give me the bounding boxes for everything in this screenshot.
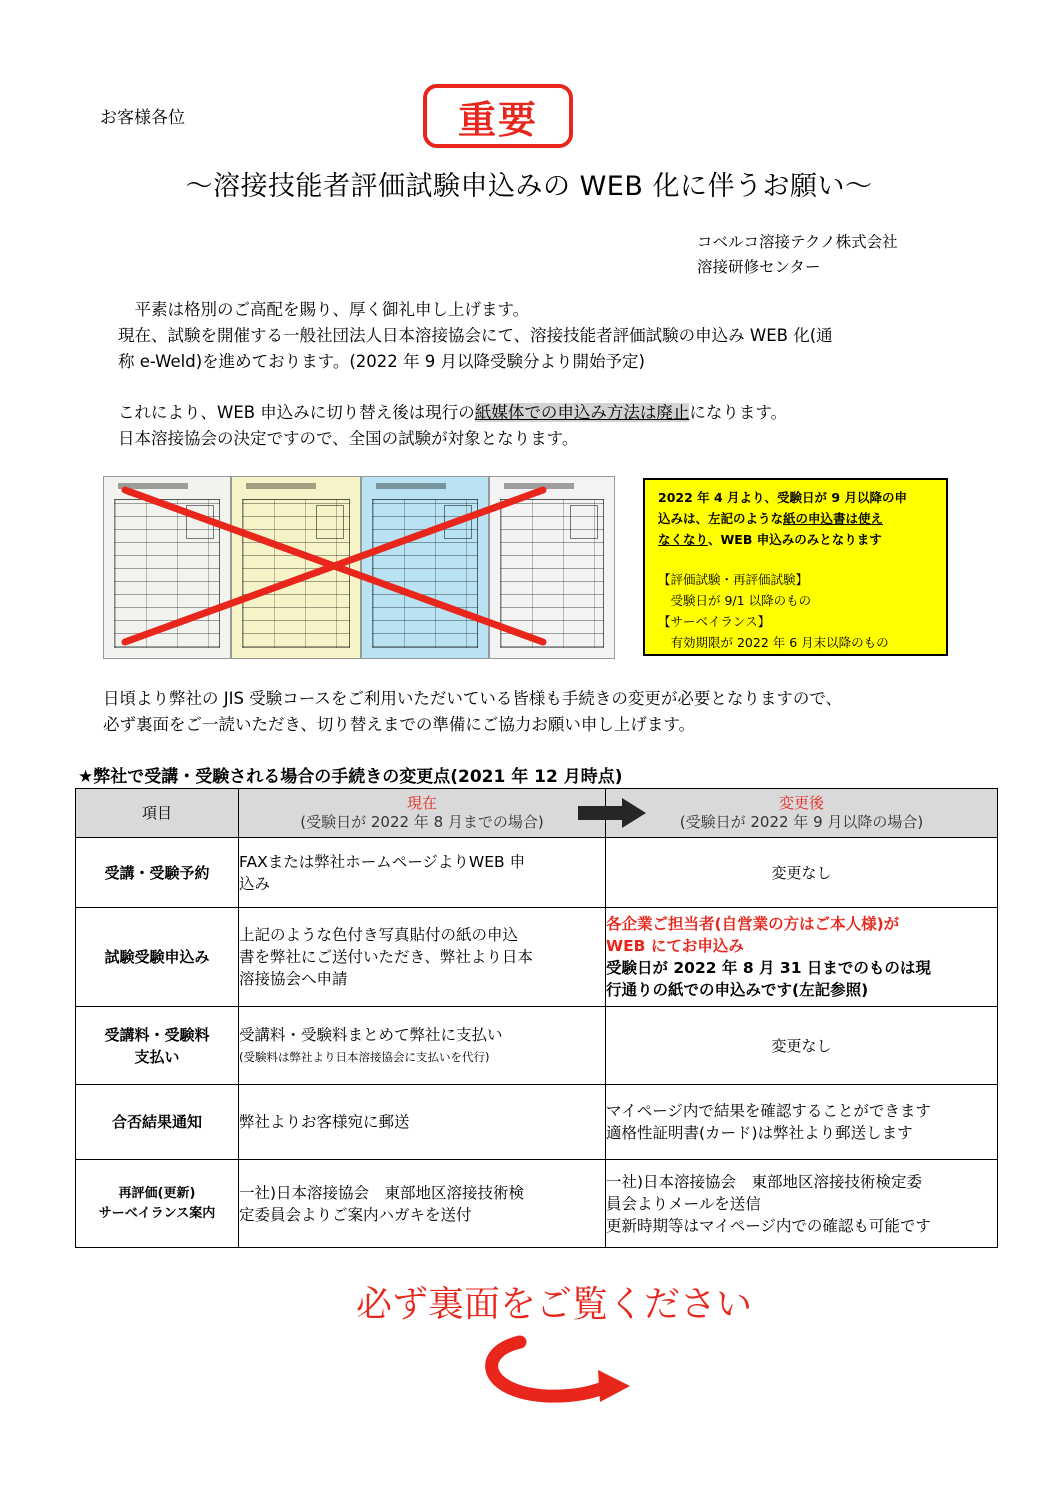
notice-category-2: 【サーベイランス】: [658, 614, 771, 629]
row-after: 変更なし: [606, 838, 998, 908]
table-row: [76, 1085, 998, 1160]
row-after: 変更なし: [606, 1007, 998, 1085]
row-current: FAXまたは弊社ホームページよりWEB 申 込み: [239, 838, 606, 908]
table-row: [76, 908, 998, 1007]
changes-table: [75, 788, 998, 1248]
row-current: 弊社よりお客様宛に郵送: [239, 1085, 606, 1160]
row-label: 受講料・受験料 支払い: [76, 1007, 239, 1085]
abolish-text-pre: これにより、WEB 申込みに切り替え後は現行の: [118, 403, 475, 422]
abolish-line-2: 日本溶接協会の決定ですので、全国の試験が対象となります。: [118, 429, 579, 448]
row-current: 一社)日本溶接協会 東部地区溶接技術検 定委員会よりご案内ハガキを送付: [239, 1160, 606, 1248]
section-title: ★弊社で受講・受験される場合の手続きの変更点(2021 年 12 月時点): [78, 767, 623, 787]
row-label: 再評価(更新) サーベイランス案内: [76, 1160, 239, 1248]
intro-line-3: 称 e-Weld)を進めております。(2022 年 9 月以降受験分より開始予定): [118, 352, 645, 371]
request-line-2: 必ず裏面をご一読いただき、切り替えまでの準備にご協力お願い申し上げます。: [103, 715, 696, 734]
row-label: 試験受験申込み: [76, 908, 239, 1007]
notice-line-1: 2022 年 4 月より、受験日が 9 月以降の申: [658, 490, 907, 505]
notice-category-2-detail: 有効期限が 2022 年 6 月末以降のもの: [658, 635, 889, 650]
header-current: 現在 (受験日が 2022 年 8 月までの場合): [239, 789, 606, 838]
request-line-1: 日頃より弊社の JIS 受験コースをご利用いただいている皆様も手続きの変更が必要となりますので、: [103, 689, 843, 708]
intro-line-1: 平素は格別のご高配を賜り、厚く御礼申し上げます。: [118, 300, 530, 319]
notice-category-1-detail: 受験日が 9/1 以降のもの: [658, 593, 812, 608]
notice-category-1: 【評価試験・再評価試験】: [658, 572, 809, 587]
header-item: 項目: [76, 789, 239, 838]
org-department: 溶接研修センター: [697, 258, 821, 276]
red-cross-mark: [103, 476, 615, 659]
row-current: 上記のような色付き写真貼付の紙の申込 書を弊社にご送付いただき、弊社より日本 溶接協会へ申請: [239, 908, 606, 1007]
table-row: [76, 838, 998, 908]
header-after: 変更後 (受験日が 2022 年 9 月以降の場合): [606, 789, 998, 838]
row-after: 一社)日本溶接協会 東部地区溶接技術検定委 員会よりメールを送信 更新時期等はマイページ内での確認も可能です: [606, 1160, 998, 1248]
see-back-note: 必ず裏面をご覧ください: [355, 1284, 752, 1325]
paper-forms-image: [103, 476, 615, 659]
notice-line-2: 込みは、左記のような紙の申込書は使え: [658, 511, 884, 526]
row-current: 受講料・受験料まとめて弊社に支払い (受験料は弊社より日本溶接協会に支払いを代行): [239, 1007, 606, 1085]
notice-line-3: なくなり、WEB 申込みのみとなります: [658, 532, 882, 547]
row-label: 合否結果通知: [76, 1085, 239, 1160]
intro-line-2: 現在、試験を開催する一般社団法人日本溶接協会にて、溶接技能者評価試験の申込み WEB 化(通: [118, 326, 833, 345]
table-row: [76, 1160, 998, 1248]
row-after: 各企業ご担当者(自営業の方はご本人様)が WEB にてお申込み 受験日が 2022 年 8 月 31 日までのものは現 行通りの紙での申込みです(左記参照): [606, 908, 998, 1007]
org-name: コベルコ溶接テクノ株式会社: [697, 233, 898, 251]
salutation: お客様各位: [100, 108, 185, 128]
table-row: [76, 1007, 998, 1085]
table-header-row: [76, 789, 998, 838]
abolish-line-1: [118, 400, 787, 426]
abolish-text-post: になります。: [689, 403, 787, 422]
row-label: 受講・受験予約: [76, 838, 239, 908]
important-stamp: 重要: [423, 84, 573, 148]
page-title: ～溶接技能者評価試験申込みの WEB 化に伴うお願い～: [185, 171, 873, 202]
curved-arrow-icon: [476, 1330, 636, 1410]
row-after: マイページ内で結果を確認することができます 適格性証明書(カード)は弊社より郵送します: [606, 1085, 998, 1160]
abolish-highlight: 紙媒体での申込み方法は廃止: [474, 403, 690, 422]
notice-box: [643, 478, 948, 656]
arrow-right-icon: [578, 798, 646, 828]
